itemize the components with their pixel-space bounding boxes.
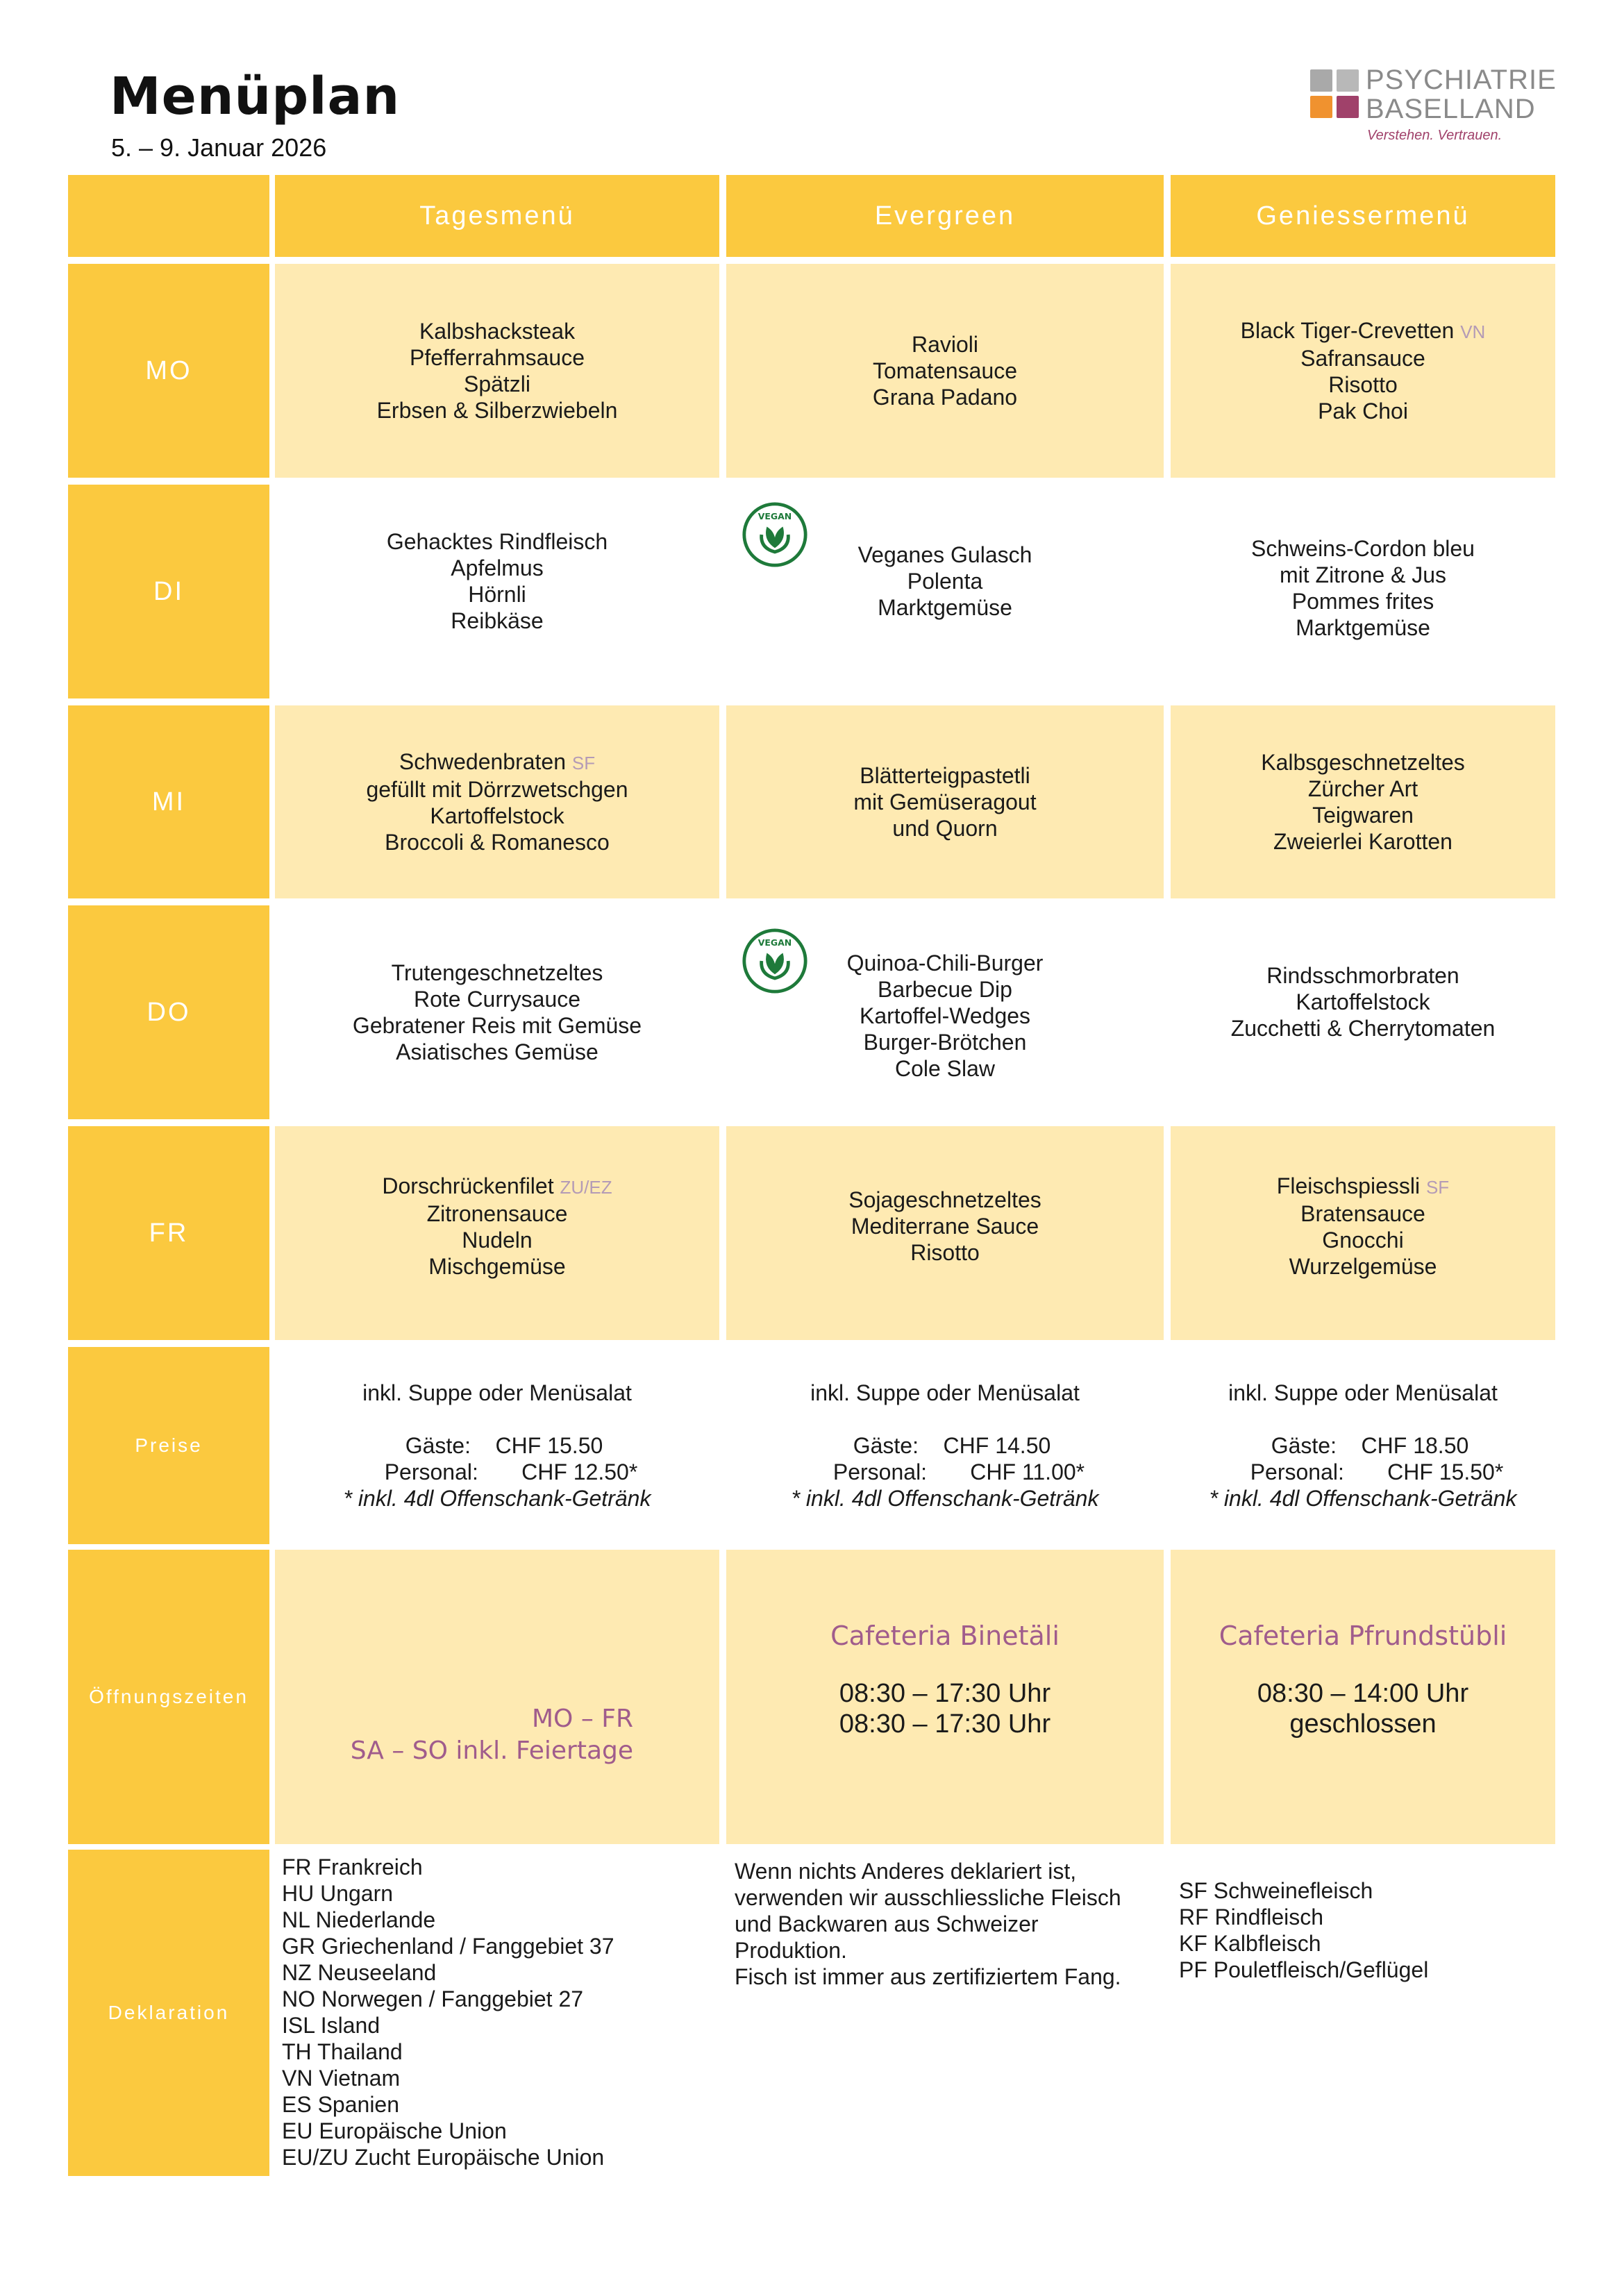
header-corner	[68, 175, 269, 257]
dish-line: Zitronensauce	[426, 1201, 568, 1226]
dish-line: Polenta	[907, 569, 983, 594]
day-label-di: DI	[68, 485, 269, 698]
logo-square-orange	[1310, 96, 1332, 118]
origin-code: ZU/EZ	[560, 1177, 612, 1198]
price-guest-row	[1257, 1432, 1469, 1459]
staff-label: Personal:	[1250, 1459, 1344, 1484]
hours-weekday: 08:30 – 14:00 Uhr	[1257, 1679, 1469, 1708]
dish-line	[399, 748, 595, 776]
logo	[1310, 65, 1560, 146]
price-include: inkl. Suppe oder Menüsalat	[1228, 1380, 1498, 1405]
opening-weekday-label: MO – FR	[531, 1705, 633, 1733]
vegan-badge-di	[742, 501, 808, 568]
hours-weekend: geschlossen	[1289, 1709, 1437, 1739]
guest-label: Gäste:	[405, 1433, 471, 1458]
logo-square-grey-1	[1310, 69, 1332, 92]
dish-line: Kartoffelstock	[430, 803, 564, 828]
dish-line: Kalbsgeschnetzeltes	[1261, 750, 1465, 775]
badge-text: VEGAN	[757, 510, 792, 521]
price-note: * inkl. 4dl Offenschank-Getränk	[343, 1486, 651, 1511]
column-header-tagesmenu: Tagesmenü	[275, 175, 719, 257]
dish-line: Spätzli	[463, 371, 531, 396]
note-line: Wenn nichts Anderes deklariert ist,	[735, 1859, 1077, 1884]
dish-line: gefüllt mit Dörrzwetschgen	[366, 777, 628, 802]
badge-text: VEGAN	[757, 937, 792, 948]
dish-line: Erbsen & Silberzwiebeln	[376, 398, 618, 423]
date-range: 5. – 9. Januar 2026	[111, 133, 327, 162]
country-item: NL Niederlande	[282, 1907, 436, 1932]
guest-price: CHF 14.50	[943, 1433, 1051, 1458]
dish-line: und Quorn	[892, 816, 998, 841]
dish-line: Marktgemüse	[878, 595, 1012, 620]
staff-label: Personal:	[832, 1459, 928, 1484]
logo-tagline: Verstehen. Vertrauen.	[1367, 128, 1502, 143]
guest-label: Gäste:	[853, 1433, 919, 1458]
dish-line: Cole Slaw	[894, 1056, 996, 1081]
dish-line: Pfefferrahmsauce	[410, 345, 585, 370]
dish-line: Mediterrane Sauce	[851, 1214, 1039, 1239]
price-evergreen	[726, 1347, 1164, 1544]
country-item: TH Thailand	[282, 2039, 403, 2064]
day-label-fr: FR	[68, 1126, 269, 1340]
dish-line	[382, 1173, 612, 1200]
dish-text: Dorschrückenfilet	[382, 1173, 554, 1198]
staff-label: Personal:	[384, 1459, 478, 1484]
country-item: ES Spanien	[282, 2092, 400, 2117]
dish-line: Schweins-Cordon bleu	[1251, 536, 1475, 561]
dish-line: Gebratener Reis mit Gemüse	[352, 1013, 642, 1038]
meat-item: SF Schweinefleisch	[1179, 1878, 1373, 1903]
declaration-meats	[1179, 1850, 1554, 2176]
menu-di-tages	[275, 485, 719, 698]
dish-line: Sojageschnetzeltes	[848, 1187, 1041, 1212]
country-item: NO Norwegen / Fanggebiet 27	[282, 1986, 584, 2011]
dish-line	[1241, 317, 1486, 345]
note-line: Fisch ist immer aus zertifiziertem Fang.	[735, 1964, 1121, 1989]
dish-line: Tomatensauce	[872, 358, 1018, 383]
price-guest-row	[839, 1432, 1051, 1459]
dish-line: Kartoffel-Wedges	[859, 1003, 1031, 1028]
dish-line: Trutengeschnetzeltes	[391, 960, 603, 985]
row-label-deklaration: Deklaration	[68, 1850, 269, 2176]
menu-fr-evergreen	[726, 1126, 1164, 1340]
country-item: ISL Island	[282, 2013, 380, 2038]
dish-line: Burger-Brötchen	[863, 1030, 1027, 1055]
dish-line: Pak Choi	[1318, 399, 1408, 424]
dish-line: Wurzelgemüse	[1289, 1254, 1437, 1279]
menu-mo-tages	[275, 264, 719, 478]
vegan-badge-do	[742, 928, 808, 994]
dish-line: Safransauce	[1300, 346, 1425, 371]
price-note: * inkl. 4dl Offenschank-Getränk	[791, 1486, 1099, 1511]
price-staff-row	[805, 1459, 1085, 1485]
dish-line: Zweierlei Karotten	[1273, 829, 1453, 854]
dish-line: Apfelmus	[451, 555, 544, 580]
country-item: GR Griechenland / Fanggebiet 37	[282, 1934, 614, 1959]
logo-square-purple	[1337, 96, 1359, 118]
guest-price: CHF 18.50	[1361, 1433, 1469, 1458]
staff-price: CHF 12.50*	[521, 1459, 638, 1484]
country-item: HU Ungarn	[282, 1881, 394, 1906]
price-tages	[275, 1347, 719, 1544]
declaration-note	[735, 1850, 1165, 2176]
dish-line: Grana Padano	[872, 385, 1018, 410]
dish-line: mit Gemüseragout	[853, 789, 1037, 814]
meat-item: KF Kalbfleisch	[1179, 1931, 1321, 1956]
dish-line: Gehacktes Rindfleisch	[386, 529, 608, 554]
price-note: * inkl. 4dl Offenschank-Getränk	[1209, 1486, 1517, 1511]
price-staff-row	[1223, 1459, 1504, 1485]
country-item: EU Europäische Union	[282, 2118, 507, 2143]
dish-line: Hörnli	[468, 582, 526, 607]
menu-do-tages	[275, 905, 719, 1119]
dish-line: Pommes frites	[1291, 589, 1434, 614]
declaration-countries	[282, 1850, 719, 2176]
dish-line: Gnocchi	[1322, 1228, 1404, 1253]
dish-line: Barbecue Dip	[878, 977, 1012, 1002]
origin-code: VN	[1460, 321, 1486, 342]
opening-binetaeli	[726, 1550, 1164, 1844]
menu-mi-tages	[275, 705, 719, 898]
country-item: NZ Neuseeland	[282, 1960, 437, 1985]
guest-price: CHF 15.50	[495, 1433, 603, 1458]
note-line: Produktion.	[735, 1938, 847, 1963]
dish-line: Bratensauce	[1300, 1201, 1425, 1226]
price-staff-row	[357, 1459, 638, 1485]
day-label-do: DO	[68, 905, 269, 1119]
meat-item: PF Pouletfleisch/Geflügel	[1179, 1957, 1429, 1982]
country-item: EU/ZU Zucht Europäische Union	[282, 2145, 605, 2170]
day-label-mo: MO	[68, 264, 269, 478]
note-line: verwenden wir ausschliessliche Fleisch	[735, 1885, 1121, 1910]
dish-line: Veganes Gulasch	[857, 542, 1032, 567]
menu-mi-evergreen	[726, 705, 1164, 898]
opening-days	[275, 1550, 719, 1844]
hours-weekend: 08:30 – 17:30 Uhr	[839, 1709, 1051, 1739]
logo-text	[1366, 65, 1557, 124]
dish-line: Reibkäse	[451, 608, 544, 633]
dish-line: Zucchetti & Cherrytomaten	[1230, 1016, 1496, 1041]
logo-line1: PSYCHIATRIE	[1366, 65, 1557, 95]
dish-line	[1277, 1173, 1449, 1200]
dish-line: Mischgemüse	[428, 1254, 566, 1279]
staff-price: CHF 15.50*	[1387, 1459, 1504, 1484]
dish-line: mit Zitrone & Jus	[1279, 562, 1447, 587]
staff-price: CHF 11.00*	[970, 1459, 1085, 1484]
dish-line: Risotto	[1328, 372, 1398, 397]
menu-mo-geniesser	[1171, 264, 1555, 478]
dish-line: Rindsschmorbraten	[1266, 963, 1459, 988]
dish-text: Schwedenbraten	[399, 749, 567, 774]
dish-line: Blätterteigpastetli	[860, 763, 1030, 788]
opening-pfrundstuebli	[1171, 1550, 1555, 1844]
price-include: inkl. Suppe oder Menüsalat	[810, 1380, 1080, 1405]
column-header-geniessermenu: Geniessermenü	[1171, 175, 1555, 257]
dish-line: Nudeln	[462, 1228, 533, 1253]
day-label-mi: MI	[68, 705, 269, 898]
country-item: VN Vietnam	[282, 2066, 401, 2091]
page-title: Menüplan	[110, 67, 401, 126]
dish-line: Quinoa-Chili-Burger	[846, 951, 1044, 976]
menu-mo-evergreen	[726, 264, 1164, 478]
menu-fr-geniesser	[1171, 1126, 1555, 1340]
row-label-oeffnungszeiten: Öffnungszeiten	[68, 1550, 269, 1844]
meat-item: RF Rindfleisch	[1179, 1905, 1324, 1930]
dish-line: Risotto	[910, 1240, 980, 1265]
dish-line: Zürcher Art	[1307, 776, 1418, 801]
menu-di-geniesser	[1171, 485, 1555, 698]
dish-text: Black Tiger-Crevetten	[1240, 318, 1455, 343]
country-item: FR Frankreich	[282, 1855, 423, 1880]
dish-line: Kartoffelstock	[1296, 989, 1430, 1014]
dish-line: Marktgemüse	[1296, 615, 1430, 640]
dish-line: Kalbshacksteak	[419, 319, 576, 344]
dish-line: Asiatisches Gemüse	[396, 1039, 598, 1064]
opening-weekend-label: SA – SO inkl. Feiertage	[350, 1736, 633, 1765]
column-header-evergreen: Evergreen	[726, 175, 1164, 257]
dish-line: Broccoli & Romanesco	[385, 830, 610, 855]
cafeteria-name: Cafeteria Pfrundstübli	[1219, 1621, 1507, 1651]
price-geniesser	[1171, 1347, 1555, 1544]
price-include: inkl. Suppe oder Menüsalat	[362, 1380, 632, 1405]
cafeteria-name: Cafeteria Binetäli	[830, 1621, 1060, 1651]
dish-line: Ravioli	[911, 332, 979, 357]
dish-line: Rote Currysauce	[413, 987, 581, 1012]
guest-label: Gäste:	[1271, 1433, 1337, 1458]
note-line: und Backwaren aus Schweizer	[735, 1911, 1039, 1936]
row-label-preise: Preise	[68, 1347, 269, 1544]
logo-line2: BASELLAND	[1366, 94, 1536, 124]
menu-mi-geniesser	[1171, 705, 1555, 898]
menu-fr-tages	[275, 1126, 719, 1340]
price-guest-row	[392, 1432, 603, 1459]
dish-text: Fleischspiessli	[1276, 1173, 1421, 1198]
menu-do-geniesser	[1171, 905, 1555, 1119]
origin-code: SF	[571, 753, 596, 773]
dish-line: Teigwaren	[1312, 803, 1414, 828]
hours-weekday: 08:30 – 17:30 Uhr	[839, 1679, 1051, 1708]
origin-code: SF	[1425, 1177, 1450, 1198]
logo-square-grey-2	[1337, 69, 1359, 92]
